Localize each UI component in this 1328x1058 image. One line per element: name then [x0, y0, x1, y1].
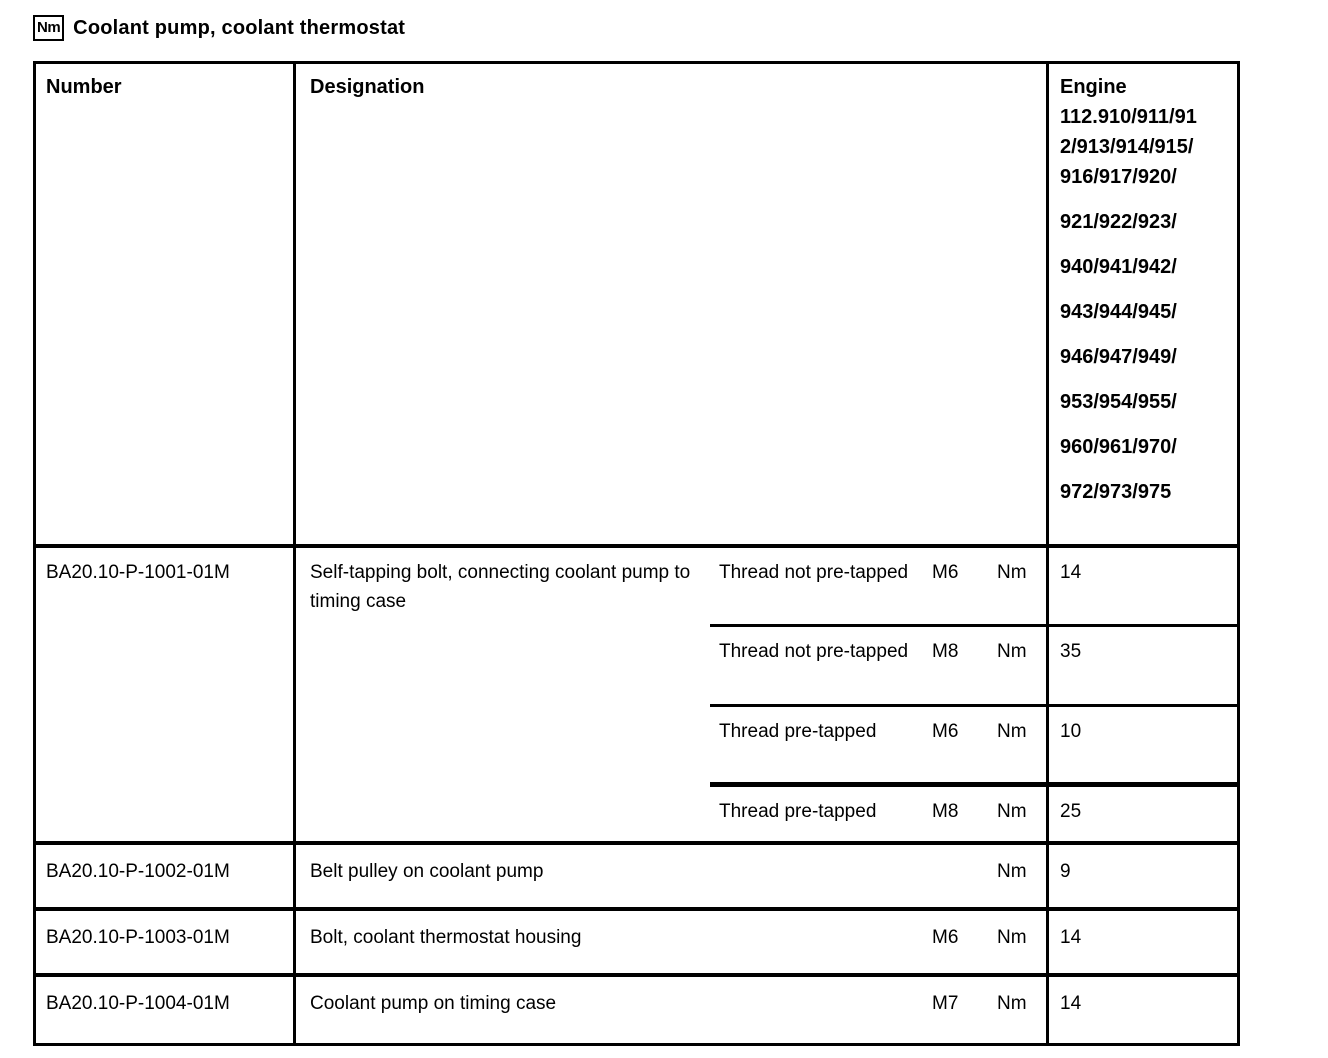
variant-value: 10: [1046, 707, 1237, 787]
page-header: [33, 12, 1328, 44]
engine-model-line: 960/961/970/: [1060, 436, 1177, 458]
engine-model-line: 953/954/955/: [1060, 391, 1177, 413]
torque-unit: Nm: [997, 993, 1027, 1014]
engine-model-line: 2/913/914/915/: [1060, 136, 1194, 158]
bolt-size: M6: [932, 927, 959, 948]
page-title: Coolant pump, coolant thermostat: [73, 16, 406, 39]
variant-value: 25: [1046, 787, 1237, 845]
variant-unit: Nm: [988, 627, 1046, 707]
torque-value: 9: [1046, 845, 1237, 911]
variant-condition: Thread not pre-tapped: [710, 548, 923, 627]
variant-size: M6: [923, 707, 988, 787]
nm-torque-icon: Nm: [33, 15, 64, 41]
designation-text: Coolant pump on timing case: [310, 993, 557, 1014]
engine-model-line: 112.910/911/91: [1060, 106, 1197, 128]
row-number-cell: BA20.10-P-1003-01M: [36, 911, 296, 977]
engine-model-line: 972/973/975: [1060, 481, 1172, 503]
variant-value: 35: [1046, 627, 1237, 707]
bolt-size: M7: [932, 993, 959, 1014]
engine-model-line: 921/922/923/: [1060, 211, 1177, 233]
engine-model-line: 916/917/920/: [1060, 166, 1177, 188]
variant-condition: Thread pre-tapped: [710, 707, 923, 787]
row-designation-cell: [296, 845, 1046, 911]
row-number-cell: BA20.10-P-1001-01M: [36, 548, 296, 845]
engine-header-label: Engine: [1060, 76, 1127, 98]
torque-unit: Nm: [997, 927, 1027, 948]
variant-size: M6: [923, 548, 988, 627]
column-header-engine: [1046, 64, 1237, 548]
torque-value: 14: [1046, 911, 1237, 977]
row-designation-cell: [296, 977, 1046, 1043]
engine-model-line: 946/947/949/: [1060, 346, 1177, 368]
variant-unit: Nm: [988, 707, 1046, 787]
row-designation-cell: [296, 911, 1046, 977]
variant-condition: Thread pre-tapped: [710, 787, 923, 845]
variant-size: M8: [923, 627, 988, 707]
row-designation-cell: Self-tapping bolt, connecting coolant pump to timing case: [296, 548, 710, 845]
engine-model-line: 943/944/945/: [1060, 301, 1177, 323]
torque-unit: Nm: [997, 861, 1027, 882]
variant-unit: Nm: [988, 548, 1046, 627]
variant-value: 14: [1046, 548, 1237, 627]
variant-condition: Thread not pre-tapped: [710, 627, 923, 707]
designation-text: Bolt, coolant thermostat housing: [310, 927, 582, 948]
variant-unit: Nm: [988, 787, 1046, 845]
row-number-cell: BA20.10-P-1002-01M: [36, 845, 296, 911]
torque-value: 14: [1046, 977, 1237, 1043]
column-header-number: Number: [36, 64, 296, 548]
variant-size: M8: [923, 787, 988, 845]
torque-spec-table: [33, 61, 1240, 1046]
column-header-designation: Designation: [296, 64, 1046, 548]
designation-text: Belt pulley on coolant pump: [310, 861, 544, 882]
engine-model-line: 940/941/942/: [1060, 256, 1177, 278]
row-number-cell: BA20.10-P-1004-01M: [36, 977, 296, 1043]
